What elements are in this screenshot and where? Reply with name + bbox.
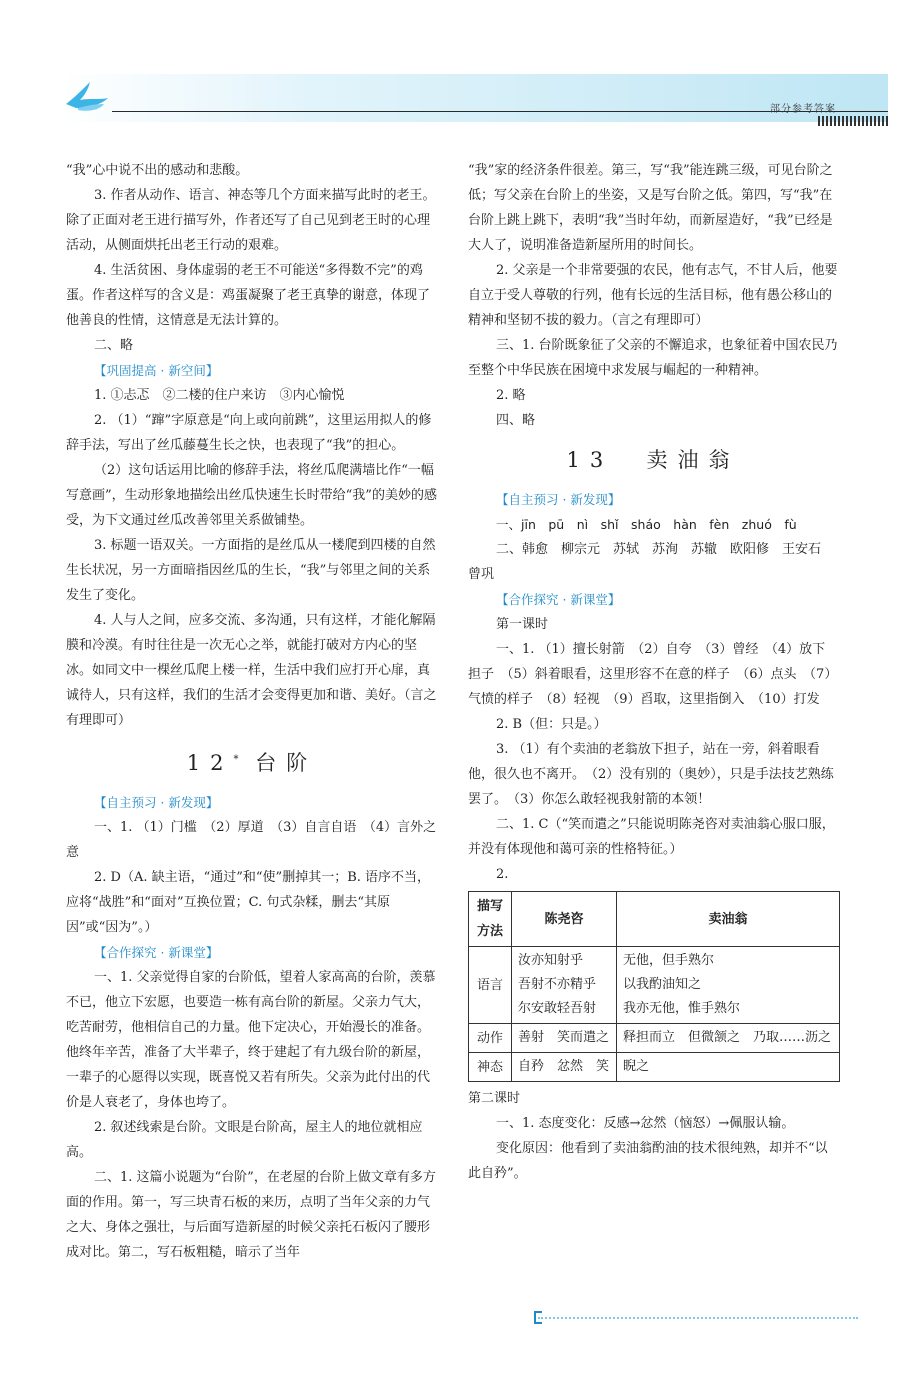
paragraph: 3. 作者从动作、语言、神态等几个方面来描写此时的老王。除了正面对老王进行描写外，作者还写了自己见到老王时的心理活动，从侧面烘托出老王行动的艰难。	[66, 188, 436, 253]
lesson-name: 卖油翁	[646, 448, 740, 472]
paragraph: 一、1. （1）门槛 （2）厚道 （3）自言自语 （4）言外之意	[66, 820, 437, 860]
paragraph: 二、韩愈 柳宗元 苏轼 苏洵 苏辙 欧阳修 王安石 曾巩	[468, 542, 835, 582]
table-header: 描写方法	[469, 892, 512, 947]
paragraph: 4. 人与人之间，应多交流、多沟通，只有这样，才能化解隔膜和冷漠。有时往往是一次无心之举，就能打破对方内心的坚冰。如同文中一棵丝瓜爬上楼一样，生活中我们应打开心扉，真诚待人，只有这样，我们的生活才会变得更加和谐、美好。（言之有理即可）	[66, 613, 437, 728]
table-row	[469, 1024, 840, 1053]
section-heading: 【自主预习 · 新发现】	[496, 492, 621, 507]
paragraph: “我”家的经济条件很差。第三，写“我”能连跳三级，可见台阶之低；写父亲在台阶上的坐姿，又是写台阶之低。第四，写“我”在台阶上跳上跳下，表明“我”当时年幼，而新屋造好，“我”已经是大人了，说明准备造新屋所用的时间长。	[468, 163, 833, 253]
lesson-title	[66, 743, 438, 780]
cell-line: 以我酌油知之	[622, 977, 701, 992]
section-heading: 【合作探究 · 新课堂】	[94, 945, 219, 960]
table-cell: 动作	[469, 1024, 512, 1053]
lesson-number: 12	[186, 751, 234, 775]
table-cell: 语言	[469, 947, 512, 1024]
barcode-decoration	[818, 116, 888, 126]
table-cell: 神态	[469, 1053, 512, 1082]
table-header-row	[469, 892, 840, 947]
footer-dotted-line	[538, 1317, 858, 1319]
section-heading: 【巩固提高 · 新空间】	[94, 363, 219, 378]
paragraph: 一、jīn pū nì shǐ sháo hàn fèn zhuó fù	[496, 517, 797, 532]
paragraph: “我”心中说不出的感动和悲酸。	[66, 163, 249, 178]
paragraph: 2. 父亲是一个非常要强的农民，他有志气，不甘人后，他要自立于受人尊敬的行列，他有长远的生活目标，他有愚公移山的精神和坚韧不拔的毅力。（言之有理即可）	[468, 263, 838, 328]
paragraph: 2. 叙述线索是台阶。文眼是台阶高，屋主人的地位就相应高。	[66, 1120, 423, 1160]
right-column	[468, 158, 838, 1186]
table-cell: 自矜 忿然 笑	[512, 1053, 617, 1082]
section-heading: 【合作探究 · 新课堂】	[496, 592, 621, 607]
cell-line: 无他，但手熟尔	[622, 953, 714, 968]
paragraph: （2）这句话运用比喻的修辞手法，将丝瓜爬满墙比作“一幅写意画”，生动形象地描绘出丝瓜快速生长时带给“我”的美妙的感受，为下文通过丝瓜改善邻里关系做铺垫。	[66, 463, 437, 528]
paragraph: 2. B（但：只是。）	[496, 717, 607, 732]
cell-line: 汝亦知射乎	[518, 953, 584, 968]
left-column	[66, 158, 438, 1265]
paragraph: 4. 生活贫困、身体虚弱的老王不可能送“多得数不完”的鸡蛋。作者这样写的含义是：鸡蛋凝聚了老王真挚的谢意，体现了他善良的性情，这情意是无法计算的。	[66, 263, 431, 328]
cell-line: 吾射不亦精乎	[518, 977, 597, 992]
paragraph: 变化原因：他看到了卖油翁酌油的技术很纯熟，却并不“以此自矜”。	[468, 1141, 828, 1181]
paragraph: 2. D（A. 缺主语，“通过”和“使”删掉其一；B. 语序不当，应将“战胜”和“面对”互换位置；C. 句式杂糅，删去“其原因”或“因为”。）	[66, 870, 431, 935]
table-cell	[616, 947, 839, 1024]
description-table	[468, 891, 840, 1082]
paragraph: 第一课时	[496, 617, 549, 632]
paragraph: 二、略	[94, 338, 134, 353]
table-row	[469, 947, 840, 1024]
paragraph: 2. 略	[496, 388, 526, 403]
paragraph: 一、1. 态度变化：反感→忿然（恼怒）→佩服认输。	[496, 1116, 795, 1131]
cell-line: 尔安敢轻吾射	[518, 1001, 597, 1016]
lesson-name: 台阶	[255, 751, 318, 775]
cell-line: 我亦无他，惟手熟尔	[622, 1001, 740, 1016]
bird-cloud-logo-icon	[60, 68, 120, 116]
lesson-title	[468, 443, 838, 477]
lesson-mark: *	[233, 754, 239, 765]
table-cell: 释担而立 但微颔之 乃取……沥之	[616, 1024, 839, 1053]
paragraph: 1. ①忐忑 ②二楼的住户来访 ③内心愉悦	[94, 388, 345, 403]
paragraph: 第二课时	[468, 1091, 521, 1106]
paragraph: 四、略	[496, 413, 536, 428]
paragraph: 2.	[496, 867, 509, 882]
lesson-number: 13	[566, 448, 614, 472]
paragraph: 3. 标题一语双关。一方面指的是丝瓜从一楼爬到四楼的自然生长状况，另一方面暗指因丝瓜的生长，“我”与邻里之间的关系发生了变化。	[66, 538, 436, 603]
paragraph: 二、1. 这篇小说题为“台阶”，在老屋的台阶上做文章有多方面的作用。第一，写三块青石板的来历，点明了当年父亲的力气之大、身体之强壮，与后面写造新屋的时候父亲托石板闪了腰形成对比。第二，写石板粗糙，暗示了当年	[66, 1170, 436, 1260]
header-title: 部分参考答案	[770, 104, 836, 115]
table-cell	[512, 947, 617, 1024]
table-cell: 睨之	[616, 1053, 839, 1082]
table-row	[469, 1053, 840, 1082]
paragraph: 三、1. 台阶既象征了父亲的不懈追求，也象征着中国农民乃至整个中华民族在困境中求发展与崛起的一种精神。	[468, 338, 838, 378]
page-header	[60, 68, 888, 126]
table-header: 陈尧咨	[512, 892, 617, 947]
paragraph: 一、1. （1）擅长射箭 （2）自夸 （3）曾经 （4）放下担子 （5）斜着眼看，这里形容不在意的样子 （6）点头 （7）气愤的样子 （8）轻视 （9）舀取，这里指倒入 （10）打发	[468, 642, 838, 707]
paragraph: 3. （1）有个卖油的老翁放下担子，站在一旁，斜着眼看他，很久也不离开。 （2）没有别的（奥妙），只是手法技艺熟练罢了。 （3）你怎么敢轻视我射箭的本领！	[468, 742, 834, 807]
table-cell: 善射 笑而遣之	[512, 1024, 617, 1053]
table-header: 卖油翁	[616, 892, 839, 947]
paragraph: 2. （1）“蹿”字原意是“向上或向前跳”，这里运用拟人的修辞手法，写出了丝瓜藤蔓生长之快，也表现了“我”的担心。	[66, 413, 432, 453]
header-band	[60, 74, 888, 122]
paragraph: 二、1. C（“笑而遣之”只能说明陈尧咨对卖油翁心服口服，并没有体现他和蔼可亲的性格特征。）	[468, 817, 835, 857]
paragraph: 一、1. 父亲觉得自家的台阶低，望着人家高高的台阶，羡慕不已，他立下宏愿，也要造一栋有高台阶的新屋。父亲力气大，吃苦耐劳，他相信自己的力量。他下定决心，开始漫长的准备。他终年辛苦，准备了大半辈子，终于建起了有九级台阶的新屋，一辈子的心愿得以实现，既喜悦又若有所失。父亲为此付出的代价是人衰老了，身体也垮了。	[66, 970, 436, 1110]
section-heading: 【自主预习 · 新发现】	[94, 795, 219, 810]
